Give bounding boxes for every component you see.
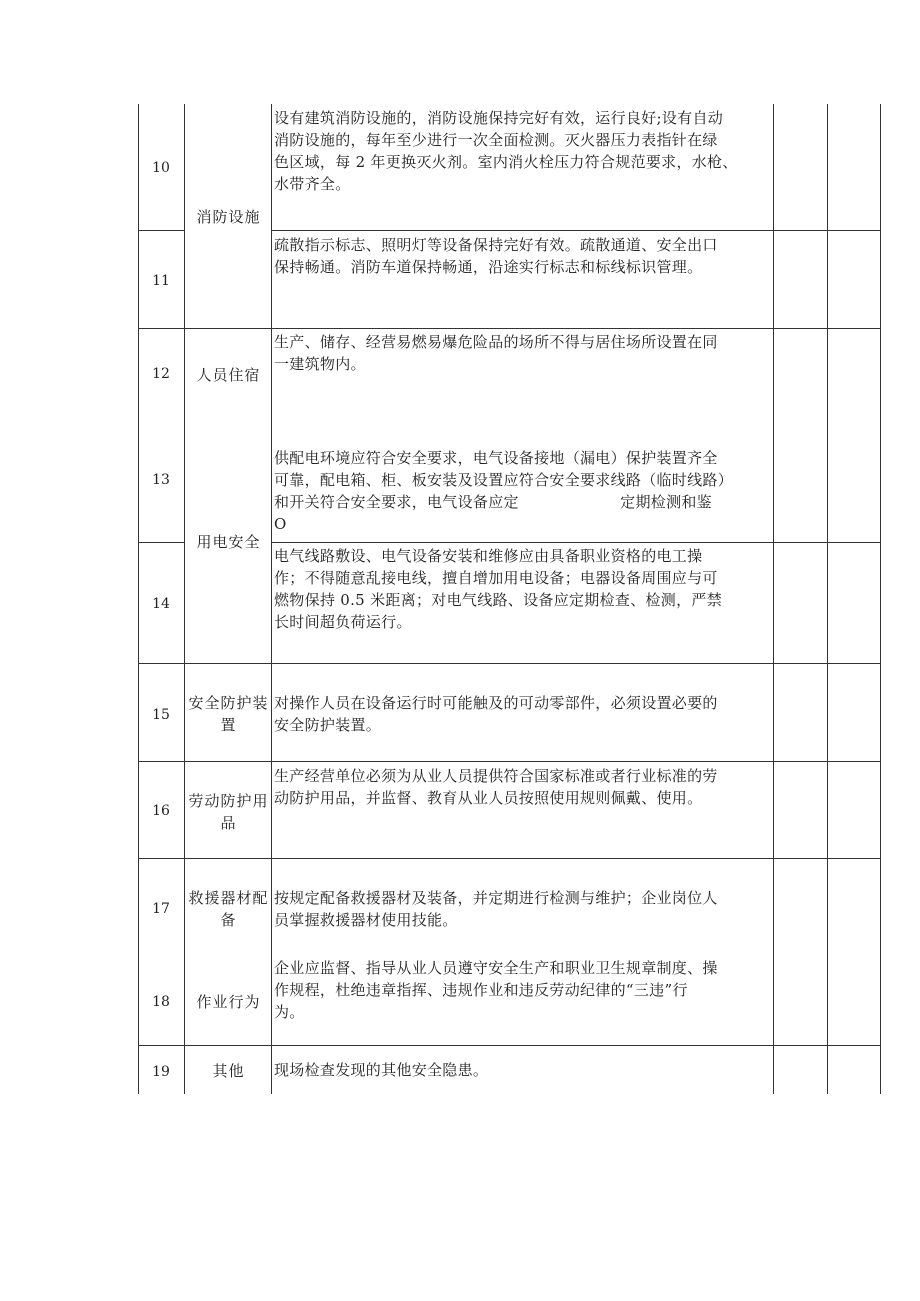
requirement-text	[274, 545, 774, 633]
text-line: 对操作人员在设备运行时可能触及的可动零部件，必须设置必要的	[274, 694, 718, 712]
row-divider	[138, 663, 881, 664]
category-label: 品	[220, 814, 237, 832]
category-label: 劳动防护用	[188, 792, 269, 810]
text-line: 动防护用品，并监督、教育从业人员按照使用规则佩戴、使用。	[274, 789, 703, 807]
row-divider	[138, 230, 184, 231]
row-number: 10	[152, 160, 170, 176]
row-number: 11	[152, 273, 170, 289]
text-line: O	[274, 515, 287, 533]
column-divider	[184, 104, 185, 1094]
category-label: 安全防护装	[188, 694, 269, 712]
category-behavior	[185, 991, 272, 1013]
text-line: 作规程，杜绝违章指挥、违规作业和违反劳动纪律的“三违”行	[274, 981, 688, 999]
category-protection	[185, 692, 272, 736]
text-line: 安全防护装置。	[274, 716, 382, 734]
row-divider	[138, 542, 184, 543]
text-line: 现场检查发现的其他安全隐患。	[274, 1061, 489, 1079]
requirement-text	[274, 447, 774, 535]
text-line: 员掌握救援器材使用技能。	[274, 911, 458, 929]
category-label: 消防设施	[196, 208, 261, 226]
column-divider	[827, 104, 828, 1094]
column-divider	[271, 104, 272, 1094]
row-divider	[271, 542, 881, 543]
row-number: 13	[152, 472, 170, 488]
text-line: 生产经营单位必须为从业人员提供符合国家标准或者行业标准的劳	[274, 767, 718, 785]
requirement-text	[274, 107, 774, 195]
text-line: 长时间超负荷运行。	[274, 613, 412, 631]
category-label: 救援器材配	[188, 889, 269, 907]
row-number: 14	[152, 596, 170, 612]
text-line: 色区域，每 2 年更换灭火剂。室内消火栓压力符合规范要求，水枪、	[274, 153, 738, 171]
text-line: 和开关符合安全要求，电气设备应定 定期检测和鉴	[274, 493, 712, 511]
category-label: 备	[220, 911, 237, 929]
category-electric	[185, 531, 272, 553]
text-line: 消防设施的，每年至少进行一次全面检测。灭火器压力表指针在绿	[274, 131, 718, 149]
text-line: 企业应监督、指导从业人员遵守安全生产和职业卫生规章制度、操	[274, 959, 718, 977]
row-number: 17	[152, 901, 170, 917]
row-divider	[138, 1045, 881, 1046]
category-label: 其他	[212, 1062, 245, 1080]
requirement-text	[274, 957, 774, 1023]
requirement-text	[274, 887, 774, 931]
row-divider	[138, 328, 881, 329]
requirement-text	[274, 234, 774, 278]
row-number: 15	[152, 707, 170, 723]
text-line: 作；不得随意乱接电线，擅自增加用电设备；电器设备周围应与可	[274, 569, 718, 587]
text-line: 疏散指示标志、照明灯等设备保持完好有效。疏散通道、安全出口	[274, 236, 718, 254]
category-label: 用电安全	[196, 533, 261, 551]
text-line: 可靠，配电箱、柜、板安装及设置应符合安全要求线路（临时线路）	[274, 471, 734, 489]
category-rescue	[185, 887, 272, 931]
text-line: 保持畅通。消防车道保持畅通，沿途实行标志和标线标识管理。	[274, 258, 703, 276]
text-line: 按规定配备救援器材及装备，并定期进行检测与维护；企业岗位人	[274, 889, 718, 907]
row-divider	[138, 761, 881, 762]
category-label: 作业行为	[196, 993, 261, 1011]
table-border-right	[880, 104, 881, 1094]
row-number: 12	[152, 366, 170, 382]
text-line: 供配电环境应符合安全要求，电气设备接地（漏电）保护装置齐全	[274, 449, 718, 467]
text-line: 设有建筑消防设施的，消防设施保持完好有效，运行良好;设有自动	[274, 109, 724, 127]
requirement-text	[274, 765, 774, 809]
row-number: 18	[152, 994, 170, 1010]
category-other	[185, 1060, 272, 1082]
category-label: 人员住宿	[196, 366, 261, 384]
row-divider	[271, 230, 881, 231]
requirement-text	[274, 692, 774, 736]
requirement-text	[274, 1059, 774, 1081]
row-number: 19	[152, 1064, 170, 1080]
requirement-text	[274, 331, 774, 375]
text-line: 水带齐全。	[274, 175, 351, 193]
category-label: 置	[220, 716, 237, 734]
category-ppe	[185, 790, 272, 834]
row-divider	[138, 858, 881, 859]
category-fire	[185, 206, 272, 228]
text-line: 燃物保持 0.5 米距离；对电气线路、设备应定期检查、检测，严禁	[274, 591, 722, 609]
row-number: 16	[152, 803, 170, 819]
text-line: 一建筑物内。	[274, 355, 366, 373]
text-line: 电气线路敷设、电气设备安装和维修应由具备职业资格的电工操	[274, 547, 703, 565]
text-line: 生产、储存、经营易燃易爆危险品的场所不得与居住场所设置在同	[274, 333, 718, 351]
text-line: 为。	[274, 1003, 305, 1021]
category-lodging	[185, 364, 272, 386]
